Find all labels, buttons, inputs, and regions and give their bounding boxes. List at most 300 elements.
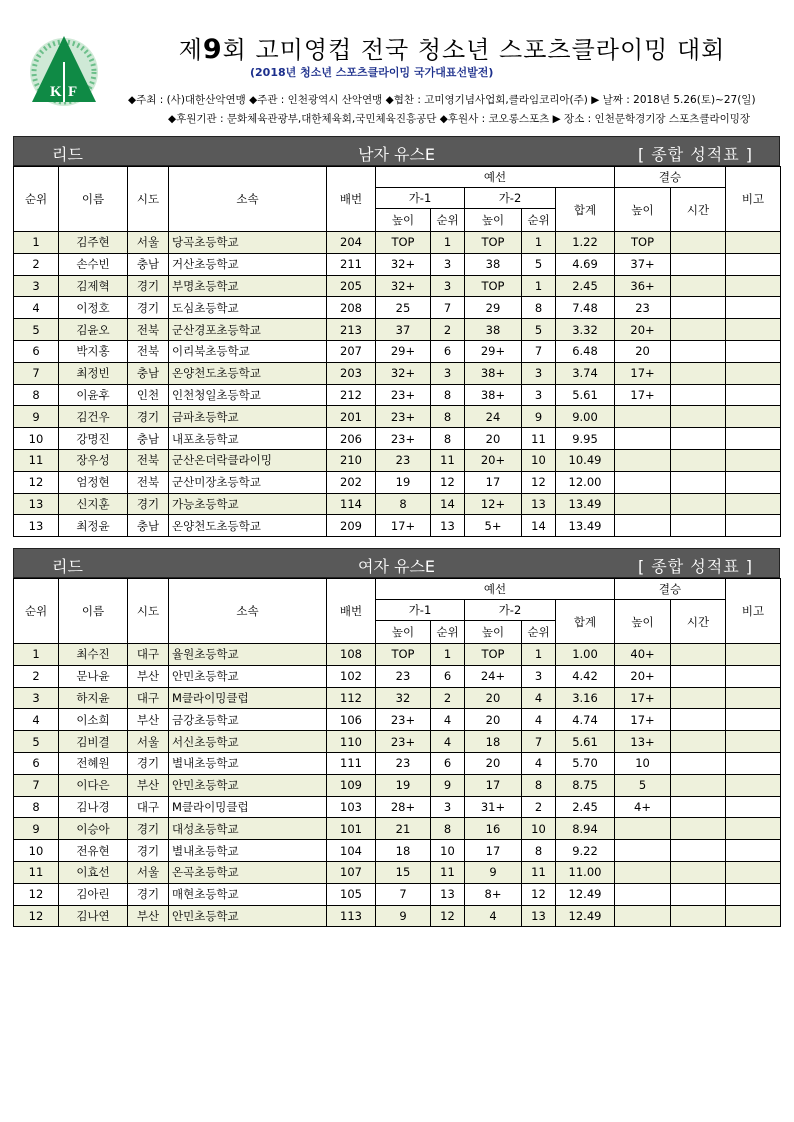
cell-r2-place: 13 xyxy=(522,493,556,515)
cell-note xyxy=(726,687,781,709)
cell-region: 충남 xyxy=(128,253,169,275)
cell-r2-height: 20 xyxy=(465,752,522,774)
cell-rank: 6 xyxy=(14,340,59,362)
cell-bib: 111 xyxy=(327,752,376,774)
discipline-label: 리드 xyxy=(52,557,83,576)
table-row xyxy=(14,428,781,450)
col-r2-height: 높이 xyxy=(465,621,522,644)
cell-affiliation: 대성초등학교 xyxy=(169,818,327,840)
table-body xyxy=(14,644,781,927)
table-row xyxy=(14,471,781,493)
cell-final-time xyxy=(671,883,726,905)
cell-region: 전북 xyxy=(128,449,169,471)
results-section-boys xyxy=(13,136,780,537)
cell-r2-height: 31+ xyxy=(465,796,522,818)
col-rank: 순위 xyxy=(14,579,59,644)
cell-r2-height: 17 xyxy=(465,471,522,493)
cell-r1-place: 6 xyxy=(431,752,465,774)
cell-affiliation: 군산온더락클라이밍 xyxy=(169,449,327,471)
cell-total: 6.48 xyxy=(556,340,615,362)
table-row xyxy=(14,232,781,254)
cell-final-height xyxy=(615,471,671,493)
cell-note xyxy=(726,709,781,731)
table-row xyxy=(14,406,781,428)
cell-final-time xyxy=(671,665,726,687)
col-r2-place: 순위 xyxy=(522,209,556,232)
cell-name: 강명진 xyxy=(59,428,128,450)
cell-bib: 211 xyxy=(327,253,376,275)
cell-name: 하지윤 xyxy=(59,687,128,709)
cell-r2-height: 24+ xyxy=(465,665,522,687)
cell-r2-height: 38 xyxy=(465,253,522,275)
cell-bib: 108 xyxy=(327,644,376,666)
category-label: 여자 유스E xyxy=(357,557,436,576)
col-region: 시도 xyxy=(128,579,169,644)
cell-r1-place: 8 xyxy=(431,384,465,406)
cell-bib: 207 xyxy=(327,340,376,362)
cell-total: 4.42 xyxy=(556,665,615,687)
cell-bib: 205 xyxy=(327,275,376,297)
cell-r1-height: 23+ xyxy=(376,731,431,753)
cell-note xyxy=(726,840,781,862)
col-region: 시도 xyxy=(128,167,169,232)
cell-bib: 114 xyxy=(327,493,376,515)
cell-note xyxy=(726,253,781,275)
cell-affiliation: 거산초등학교 xyxy=(169,253,327,275)
cell-final-time xyxy=(671,471,726,493)
cell-note xyxy=(726,818,781,840)
col-name: 이름 xyxy=(59,167,128,232)
cell-note xyxy=(726,774,781,796)
cell-bib: 103 xyxy=(327,796,376,818)
cell-r2-height: 20 xyxy=(465,428,522,450)
cell-r2-height: 8+ xyxy=(465,883,522,905)
cell-affiliation: 매현초등학교 xyxy=(169,883,327,905)
cell-total: 9.22 xyxy=(556,840,615,862)
cell-affiliation: 군산미장초등학교 xyxy=(169,471,327,493)
cell-r1-place: 8 xyxy=(431,428,465,450)
cell-r2-height: 20+ xyxy=(465,449,522,471)
cell-total: 2.45 xyxy=(556,796,615,818)
cell-affiliation: 별내초등학교 xyxy=(169,752,327,774)
col-name: 이름 xyxy=(59,579,128,644)
table-row xyxy=(14,297,781,319)
cell-affiliation: 부명초등학교 xyxy=(169,275,327,297)
cell-r1-place: 12 xyxy=(431,471,465,493)
cell-total: 2.45 xyxy=(556,275,615,297)
col-affiliation: 소속 xyxy=(169,579,327,644)
cell-final-height: 4+ xyxy=(615,796,671,818)
cell-affiliation: 내포초등학교 xyxy=(169,428,327,450)
cell-name: 김제혁 xyxy=(59,275,128,297)
cell-r1-height: 28+ xyxy=(376,796,431,818)
svg-text:F: F xyxy=(68,84,78,100)
cell-name: 이다은 xyxy=(59,774,128,796)
report-label: [ 종합 성적표 ] xyxy=(637,145,753,164)
cell-r2-height: 20 xyxy=(465,709,522,731)
col-final: 결승 xyxy=(615,167,726,188)
organizer-info: ◆주최 : (사)대한산악연맹 ◆주관 : 인천광역시 산악연맹 ◆협찬 : 고미영기념사업회,클라임코리아(주) ▶ 날짜 : 2018년 5.26(토)~27(일) xyxy=(128,94,756,106)
cell-rank: 2 xyxy=(14,665,59,687)
cell-bib: 201 xyxy=(327,406,376,428)
cell-final-height: 10 xyxy=(615,752,671,774)
cell-note xyxy=(726,340,781,362)
col-r2-height: 높이 xyxy=(465,209,522,232)
cell-r1-height: 23 xyxy=(376,665,431,687)
cell-r1-height: TOP xyxy=(376,232,431,254)
cell-total: 1.00 xyxy=(556,644,615,666)
cell-r2-place: 1 xyxy=(522,232,556,254)
cell-region: 경기 xyxy=(128,297,169,319)
cell-r2-height: 12+ xyxy=(465,493,522,515)
col-note: 비고 xyxy=(726,579,781,644)
cell-affiliation: 온양천도초등학교 xyxy=(169,362,327,384)
cell-r1-height: 37 xyxy=(376,319,431,341)
cell-final-time xyxy=(671,449,726,471)
cell-r1-place: 13 xyxy=(431,883,465,905)
col-prelim: 예선 xyxy=(376,579,615,600)
cell-r2-height: 38+ xyxy=(465,384,522,406)
cell-name: 엄정현 xyxy=(59,471,128,493)
cell-note xyxy=(726,428,781,450)
cell-note xyxy=(726,731,781,753)
cell-rank: 12 xyxy=(14,883,59,905)
cell-r2-place: 4 xyxy=(522,709,556,731)
cell-r1-place: 3 xyxy=(431,796,465,818)
cell-r2-place: 13 xyxy=(522,905,556,927)
results-table xyxy=(13,578,781,927)
table-body xyxy=(14,232,781,537)
table-row xyxy=(14,752,781,774)
cell-r1-height: 23+ xyxy=(376,428,431,450)
cell-name: 최수진 xyxy=(59,644,128,666)
cell-final-time xyxy=(671,232,726,254)
cell-r1-height: 19 xyxy=(376,471,431,493)
category-label: 남자 유스E xyxy=(357,145,436,164)
cell-final-height: 20+ xyxy=(615,665,671,687)
sponsor-info: ◆후원기관 : 문화체육관광부,대한체육회,국민체육진흥공단 ◆후원사 : 코오롱스포츠 ▶ 장소 : 인천문학경기장 스포츠클라이밍장 xyxy=(168,113,751,125)
col-final-time: 시간 xyxy=(671,188,726,232)
cell-name: 최정윤 xyxy=(59,515,128,537)
cell-rank: 7 xyxy=(14,362,59,384)
cell-r2-place: 9 xyxy=(522,406,556,428)
cell-final-height: TOP xyxy=(615,232,671,254)
cell-rank: 9 xyxy=(14,406,59,428)
report-label: [ 종합 성적표 ] xyxy=(637,557,753,576)
cell-bib: 107 xyxy=(327,861,376,883)
cell-total: 8.75 xyxy=(556,774,615,796)
cell-affiliation: 온곡초등학교 xyxy=(169,861,327,883)
cell-region: 서울 xyxy=(128,731,169,753)
cell-name: 박지홍 xyxy=(59,340,128,362)
cell-name: 손수빈 xyxy=(59,253,128,275)
cell-r1-height: 32+ xyxy=(376,362,431,384)
section-header xyxy=(13,548,780,578)
cell-final-height xyxy=(615,406,671,428)
cell-r1-height: 32+ xyxy=(376,275,431,297)
cell-name: 장우성 xyxy=(59,449,128,471)
cell-name: 김비결 xyxy=(59,731,128,753)
cell-r1-place: 13 xyxy=(431,515,465,537)
results-table xyxy=(13,166,781,537)
cell-name: 김나경 xyxy=(59,796,128,818)
cell-r2-height: TOP xyxy=(465,644,522,666)
table-row xyxy=(14,515,781,537)
cell-r2-height: 20 xyxy=(465,687,522,709)
cell-r2-place: 4 xyxy=(522,687,556,709)
table-row xyxy=(14,840,781,862)
cell-region: 대구 xyxy=(128,644,169,666)
cell-affiliation: 온양천도초등학교 xyxy=(169,515,327,537)
cell-name: 이윤후 xyxy=(59,384,128,406)
cell-bib: 209 xyxy=(327,515,376,537)
cell-r1-height: 18 xyxy=(376,840,431,862)
cell-final-height: 23 xyxy=(615,297,671,319)
cell-final-height: 17+ xyxy=(615,687,671,709)
col-r1-place: 순위 xyxy=(431,209,465,232)
cell-r2-height: 38+ xyxy=(465,362,522,384)
cell-region: 부산 xyxy=(128,665,169,687)
cell-r1-place: 6 xyxy=(431,665,465,687)
cell-rank: 13 xyxy=(14,515,59,537)
cell-final-height xyxy=(615,515,671,537)
cell-r2-place: 10 xyxy=(522,818,556,840)
cell-final-height xyxy=(615,883,671,905)
cell-r1-place: 8 xyxy=(431,406,465,428)
cell-r1-place: 4 xyxy=(431,731,465,753)
cell-final-time xyxy=(671,340,726,362)
cell-r1-place: 7 xyxy=(431,297,465,319)
table-row xyxy=(14,796,781,818)
col-total: 합계 xyxy=(556,188,615,232)
section-header xyxy=(13,136,780,166)
col-r1-height: 높이 xyxy=(376,209,431,232)
cell-rank: 4 xyxy=(14,709,59,731)
cell-r1-height: 23 xyxy=(376,449,431,471)
cell-region: 경기 xyxy=(128,493,169,515)
col-final-height: 높이 xyxy=(615,600,671,644)
cell-r2-place: 3 xyxy=(522,665,556,687)
cell-note xyxy=(726,861,781,883)
cell-r1-place: 14 xyxy=(431,493,465,515)
cell-r2-place: 7 xyxy=(522,731,556,753)
cell-note xyxy=(726,905,781,927)
table-row xyxy=(14,275,781,297)
cell-rank: 8 xyxy=(14,384,59,406)
cell-final-height: 20+ xyxy=(615,319,671,341)
cell-r1-place: 3 xyxy=(431,275,465,297)
cell-total: 3.16 xyxy=(556,687,615,709)
cell-region: 서울 xyxy=(128,232,169,254)
table-row xyxy=(14,449,781,471)
cell-final-height xyxy=(615,818,671,840)
cell-region: 경기 xyxy=(128,752,169,774)
cell-bib: 202 xyxy=(327,471,376,493)
svg-text:K: K xyxy=(50,84,62,100)
col-rank: 순위 xyxy=(14,167,59,232)
cell-r1-height: 17+ xyxy=(376,515,431,537)
cell-total: 9.95 xyxy=(556,428,615,450)
cell-affiliation: 율원초등학교 xyxy=(169,644,327,666)
cell-r1-height: 32 xyxy=(376,687,431,709)
cell-r2-height: 38 xyxy=(465,319,522,341)
cell-bib: 203 xyxy=(327,362,376,384)
cell-rank: 5 xyxy=(14,319,59,341)
cell-region: 인천 xyxy=(128,384,169,406)
cell-region: 경기 xyxy=(128,883,169,905)
cell-bib: 109 xyxy=(327,774,376,796)
cell-r2-place: 10 xyxy=(522,449,556,471)
cell-rank: 13 xyxy=(14,493,59,515)
cell-total: 12.00 xyxy=(556,471,615,493)
col-final-height: 높이 xyxy=(615,188,671,232)
cell-final-time xyxy=(671,406,726,428)
cell-r1-place: 6 xyxy=(431,340,465,362)
cell-r1-place: 9 xyxy=(431,774,465,796)
cell-affiliation: 금강초등학교 xyxy=(169,709,327,731)
cell-r1-height: 21 xyxy=(376,818,431,840)
cell-final-time xyxy=(671,687,726,709)
cell-r2-place: 1 xyxy=(522,644,556,666)
cell-affiliation: M클라이밍클럽 xyxy=(169,796,327,818)
cell-region: 충남 xyxy=(128,515,169,537)
cell-r2-height: 18 xyxy=(465,731,522,753)
cell-rank: 6 xyxy=(14,752,59,774)
cell-affiliation: 서신초등학교 xyxy=(169,731,327,753)
cell-region: 대구 xyxy=(128,687,169,709)
cell-final-time xyxy=(671,362,726,384)
cell-total: 5.70 xyxy=(556,752,615,774)
cell-rank: 9 xyxy=(14,818,59,840)
cell-rank: 10 xyxy=(14,428,59,450)
cell-affiliation: 금파초등학교 xyxy=(169,406,327,428)
col-final-time: 시간 xyxy=(671,600,726,644)
cell-final-time xyxy=(671,818,726,840)
cell-rank: 1 xyxy=(14,232,59,254)
table-header xyxy=(14,167,781,232)
col-route1: 가-1 xyxy=(376,188,465,209)
cell-r2-place: 14 xyxy=(522,515,556,537)
cell-r2-place: 3 xyxy=(522,362,556,384)
cell-r1-height: TOP xyxy=(376,644,431,666)
cell-name: 이정호 xyxy=(59,297,128,319)
cell-affiliation: 인천청일초등학교 xyxy=(169,384,327,406)
cell-r2-place: 12 xyxy=(522,471,556,493)
cell-note xyxy=(726,665,781,687)
cell-region: 부산 xyxy=(128,905,169,927)
cell-note xyxy=(726,232,781,254)
table-row xyxy=(14,709,781,731)
cell-total: 10.49 xyxy=(556,449,615,471)
cell-note xyxy=(726,515,781,537)
cell-final-time xyxy=(671,384,726,406)
cell-note xyxy=(726,297,781,319)
cell-final-time xyxy=(671,275,726,297)
cell-r2-height: 17 xyxy=(465,840,522,862)
cell-final-time xyxy=(671,731,726,753)
cell-affiliation: M클라이밍클럽 xyxy=(169,687,327,709)
cell-final-height xyxy=(615,861,671,883)
cell-rank: 12 xyxy=(14,471,59,493)
cell-region: 서울 xyxy=(128,861,169,883)
cell-final-time xyxy=(671,644,726,666)
cell-total: 12.49 xyxy=(556,905,615,927)
cell-name: 이승아 xyxy=(59,818,128,840)
cell-r2-place: 7 xyxy=(522,340,556,362)
cell-r2-place: 11 xyxy=(522,428,556,450)
cell-rank: 1 xyxy=(14,644,59,666)
cell-region: 충남 xyxy=(128,362,169,384)
cell-bib: 204 xyxy=(327,232,376,254)
cell-name: 김건우 xyxy=(59,406,128,428)
cell-total: 1.22 xyxy=(556,232,615,254)
cell-r1-height: 23+ xyxy=(376,709,431,731)
cell-final-time xyxy=(671,861,726,883)
cell-region: 부산 xyxy=(128,774,169,796)
cell-r2-place: 2 xyxy=(522,796,556,818)
cell-total: 13.49 xyxy=(556,493,615,515)
cell-note xyxy=(726,796,781,818)
cell-affiliation: 가능초등학교 xyxy=(169,493,327,515)
cell-note xyxy=(726,384,781,406)
cell-r1-height: 32+ xyxy=(376,253,431,275)
cell-name: 전유현 xyxy=(59,840,128,862)
cell-note xyxy=(726,471,781,493)
cell-affiliation: 별내초등학교 xyxy=(169,840,327,862)
cell-r1-place: 11 xyxy=(431,861,465,883)
cell-final-height xyxy=(615,428,671,450)
cell-r2-place: 4 xyxy=(522,752,556,774)
cell-region: 경기 xyxy=(128,840,169,862)
table-row xyxy=(14,665,781,687)
cell-r2-place: 8 xyxy=(522,297,556,319)
cell-r2-place: 3 xyxy=(522,384,556,406)
cell-note xyxy=(726,493,781,515)
cell-region: 전북 xyxy=(128,340,169,362)
cell-r2-height: 29+ xyxy=(465,340,522,362)
cell-bib: 101 xyxy=(327,818,376,840)
cell-name: 김아린 xyxy=(59,883,128,905)
cell-r2-place: 5 xyxy=(522,319,556,341)
cell-r2-height: 4 xyxy=(465,905,522,927)
cell-r1-place: 2 xyxy=(431,687,465,709)
cell-r2-place: 1 xyxy=(522,275,556,297)
cell-r1-height: 29+ xyxy=(376,340,431,362)
cell-rank: 12 xyxy=(14,905,59,927)
cell-total: 11.00 xyxy=(556,861,615,883)
cell-r2-place: 11 xyxy=(522,861,556,883)
cell-region: 부산 xyxy=(128,709,169,731)
cell-final-height: 13+ xyxy=(615,731,671,753)
table-row xyxy=(14,644,781,666)
cell-r1-height: 25 xyxy=(376,297,431,319)
table-row xyxy=(14,883,781,905)
cell-r1-place: 2 xyxy=(431,319,465,341)
col-route2: 가-2 xyxy=(465,600,556,621)
cell-total: 9.00 xyxy=(556,406,615,428)
cell-r2-height: TOP xyxy=(465,275,522,297)
cell-final-time xyxy=(671,796,726,818)
cell-note xyxy=(726,449,781,471)
cell-r1-place: 3 xyxy=(431,362,465,384)
cell-total: 4.74 xyxy=(556,709,615,731)
cell-final-height: 17+ xyxy=(615,384,671,406)
cell-r1-height: 7 xyxy=(376,883,431,905)
col-note: 비고 xyxy=(726,167,781,232)
cell-r1-height: 23+ xyxy=(376,384,431,406)
cell-bib: 105 xyxy=(327,883,376,905)
table-row xyxy=(14,253,781,275)
